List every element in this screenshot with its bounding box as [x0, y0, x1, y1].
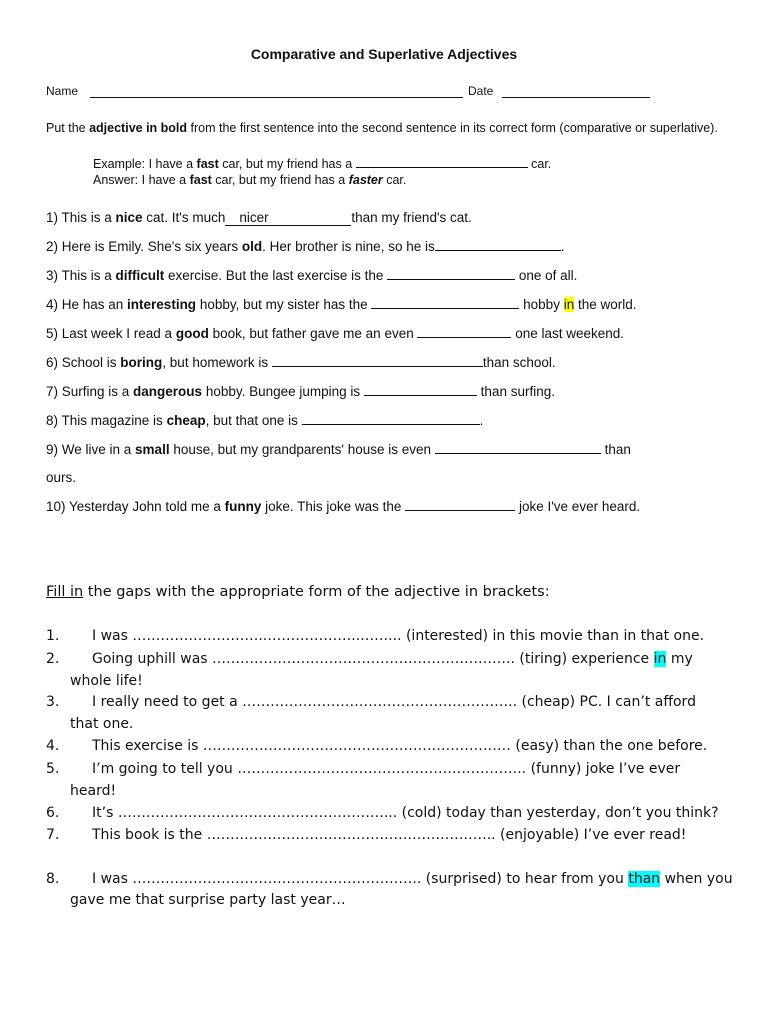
gap-6[interactable]: ………………………………………………….. [117, 805, 393, 821]
question-2: 2) Here is Emily. She's six years old. Her brother is nine, so he is . [46, 239, 565, 254]
answer-blank-6[interactable] [272, 354, 483, 367]
answer-blank-7[interactable] [364, 383, 477, 396]
answer-blank-1[interactable]: nicer [225, 210, 351, 226]
question-9: 9) We live in a small house, but my grandparents' house is even than [46, 442, 631, 457]
question-10: 10) Yesterday John told me a funny joke. This joke was the joke I've ever heard. [46, 499, 641, 514]
gap-4[interactable]: ………………………………………………………… [202, 738, 511, 754]
example-blank [356, 155, 528, 168]
worksheet-page: Comparative and Superlative Adjectives Name Date Put the adjective in bold from the first sentence into the second sentence in its correct form (comparative or superlative). Example: I have a fast car, but my friend has a car. Answer: I have a fast car, but my friend has a faster car. 1) This is a nice cat. It's much nicer than my friend's cat. 2) Here is Emily. She's six years old. Her brother is nine, so he is . 3) This is a difficult exercise. But the last exercise is the one of all. 4) He has an interesting hobby, but my sister has the hobby in the world. 5) Last week I read a good book, but father gave me an even one last weekend. 6) School is boring, but homework is than school. 7) Surfing is a dangerous hobby. Bungee jumping is than surfing. 8) This magazine is cheap, but that one is . 9) We live in a small house, but my grandparents' house is even than ours. 10) Yesterday John told me a funny joke. This joke was the joke I've ever heard. Fill in the gaps with the appropriate form of the adjective in brackets: 1. I was ………………………..………………..……... (interested) in this movie than in that one. 2. Going uphill was ……………………………………………………….. (tiring) experience in my whole life! 3. I really need to get a ………………………………………………….. (cheap) PC. I can’t afford that one. 4. This exercise is ………………………………………………………… (easy) than the one before. 5. I’m going to tell you …………………………………………………….. (funny) joke I’ve ever heard! 6. It’s …………………………………………………... (cold) today than yesterday, don’t you think? 7. This book is the …………………………………………………….. (enjoyable) I’ve ever read! 8. I was …………………………………………………….. (surprised) to hear from you than when you gave me that surprise party last year… [0, 0, 768, 1024]
fill-item-3-continuation: that one. [70, 716, 134, 732]
page-title: Comparative and Superlative Adjectives [250, 46, 518, 62]
name-label: Name [46, 84, 79, 98]
question-9-continuation: ours. [46, 470, 77, 485]
gap-1[interactable]: ………………………..………………..…….. [132, 628, 398, 644]
highlight-than-cyan: than [628, 871, 661, 887]
answer-blank-3[interactable] [387, 267, 515, 280]
highlight-in-cyan: in [653, 651, 667, 667]
name-field[interactable] [90, 97, 463, 98]
answer-blank-9[interactable] [435, 441, 601, 454]
gap-7[interactable]: …………………………………………………….. [206, 827, 496, 843]
question-1: 1) This is a nice cat. It's much nicer than my friend's cat. [46, 210, 472, 225]
question-7: 7) Surfing is a dangerous hobby. Bungee jumping is than surfing. [46, 384, 555, 399]
fill-item-8-continuation: gave me that surprise party last year… [70, 892, 346, 908]
answer-blank-4[interactable] [371, 296, 519, 309]
date-field[interactable] [502, 97, 650, 98]
answer-blank-8[interactable] [302, 412, 480, 425]
fill-item-5-continuation: heard! [70, 783, 117, 799]
gap-5[interactable]: …………………………………………………….. [237, 761, 527, 777]
gap-2[interactable]: ……………………………………………………….. [212, 651, 515, 667]
date-label: Date [468, 84, 494, 98]
section-heading: Fill in the gaps with the appropriate form of the adjective in brackets: [46, 584, 550, 600]
example-line: Example: I have a fast car, but my friend has a car. [93, 157, 552, 171]
answer-blank-2[interactable] [435, 238, 561, 251]
highlight-in: in [563, 297, 575, 312]
question-5: 5) Last week I read a good book, but father gave me an even one last weekend. [46, 326, 625, 341]
answer-blank-5[interactable] [417, 325, 511, 338]
fill-item-2-continuation: whole life! [70, 673, 143, 689]
answer-line: Answer: I have a fast car, but my friend has a faster car. [93, 173, 407, 187]
question-3: 3) This is a difficult exercise. But the last exercise is the one of all. [46, 268, 578, 283]
question-8: 8) This magazine is cheap, but that one is . [46, 413, 484, 428]
question-4: 4) He has an interesting hobby, but my sister has the hobby in the world. [46, 297, 637, 312]
question-6: 6) School is boring, but homework is than school. [46, 355, 556, 370]
gap-8[interactable]: ……………………………………………………. [132, 871, 417, 887]
answer-blank-10[interactable] [405, 498, 515, 511]
gap-3[interactable]: …………………………………………………. [242, 694, 513, 710]
instructions: Put the adjective in bold from the first sentence into the second sentence in its correct form (comparative or superlative). [46, 121, 718, 135]
